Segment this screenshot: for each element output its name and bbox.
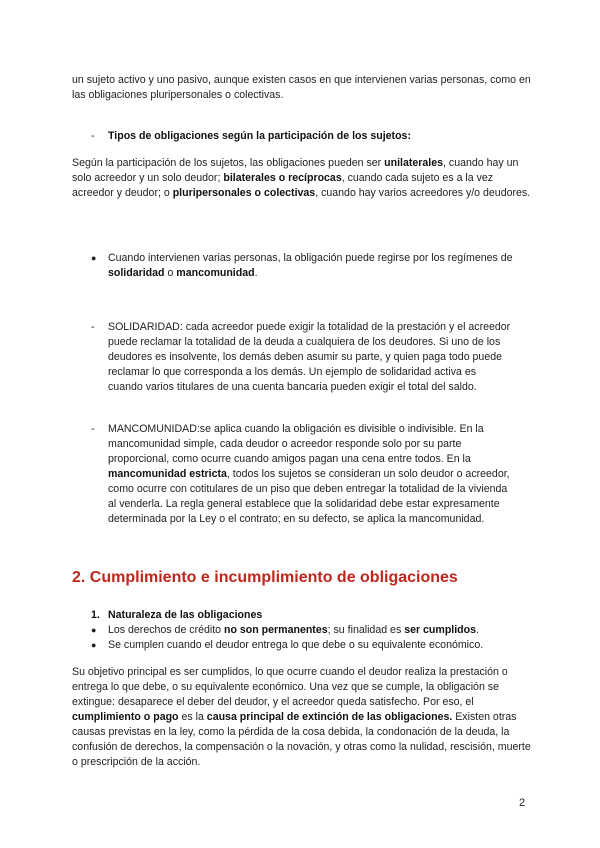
dash-marker: - (91, 321, 95, 333)
number-marker: 1. (91, 609, 100, 621)
section-heading: 2. Cumplimiento e incumplimiento de obligaciones (72, 569, 458, 586)
tipos-paragraph: Según la participación de los sujetos, las obligaciones pueden ser unilaterales, cuando hay un solo acreedor y un solo deudor; bilaterales o recíprocas, cuando cada sujeto es a la vez acreedor y deudor; o pluripersonales o colectivas, cuando hay varios acreedores y/o deudores. (72, 157, 531, 199)
dash-marker: - (91, 423, 95, 435)
bullet-marker: ● (91, 253, 97, 263)
dash-marker: - (91, 130, 95, 142)
varias-personas-text: Cuando intervienen varias personas, la obligación puede regirse por los regímenes de solidaridad o mancomunidad. (108, 252, 513, 279)
intro-paragraph: un sujeto activo y uno pasivo, aunque existen casos en que intervienen varias personas, como en las obligaciones pluripersonales o colectivas. (72, 74, 531, 101)
tipos-heading: Tipos de obligaciones según la participación de los sujetos: (108, 130, 411, 142)
bullet-marker: ● (91, 625, 97, 635)
solidaridad-text: SOLIDARIDAD: cada acreedor puede exigir la totalidad de la prestación y el acreedor puede reclamar la totalidad de la deuda a cualquiera de los deudores. Si uno de los deudores es insolvente, los demás deben asumir su parte, y quien paga todo puede reclamar lo que corresponda a los demás. Un ejemplo de solidaridad activa es cuando varios titulares de una cuenta bancaria pueden exigir el total del saldo. (108, 321, 511, 393)
naturaleza-heading: Naturaleza de las obligaciones (108, 609, 263, 621)
naturaleza-bullet-2-text: Se cumplen cuando el deudor entrega lo que debe o su equivalente económico. (108, 639, 484, 651)
naturaleza-bullet-1-text: Los derechos de crédito no son permanentes; su finalidad es ser cumplidos. (108, 624, 479, 636)
mancomunidad-text: MANCOMUNIDAD:se aplica cuando la obligación es divisible o indivisible. En la mancomunidad simple, cada deudor o acreedor responde solo por su parte proporcional, como ocurre cuando amigos pagan una cena entre todos. En la mancomunidad estricta, todos los sujetos se consideran un solo deudor o acreedor, como ocurre con cotitulares de un piso que deben entregar la totalidad de la vivienda al venderla. La regla general establece que la solidaridad debe estar expresamente determinada por la Ley o el contrato; en su defecto, se aplica la mancomunidad. (108, 423, 510, 525)
objetivo-paragraph: Su objetivo principal es ser cumplidos, lo que ocurre cuando el deudor realiza la prestación o entrega lo que debe, o su equivalente económico. Una vez que se cumple, la obligación se extingue: desaparece el deber del deudor, y el acreedor queda satisfecho. Por eso, el cumplimiento o pago es la causa principal de extinción de las obligaciones. Existen otras causas previstas en la ley, como la pérdida de la cosa debida, la condonación de la deuda, la confusión de derechos, la compensación o la novación, y otras como la nulidad, rescisión, muerte o prescripción de la acción. (72, 666, 531, 768)
page-number: 2 (519, 797, 526, 809)
bullet-marker: ● (91, 640, 97, 650)
